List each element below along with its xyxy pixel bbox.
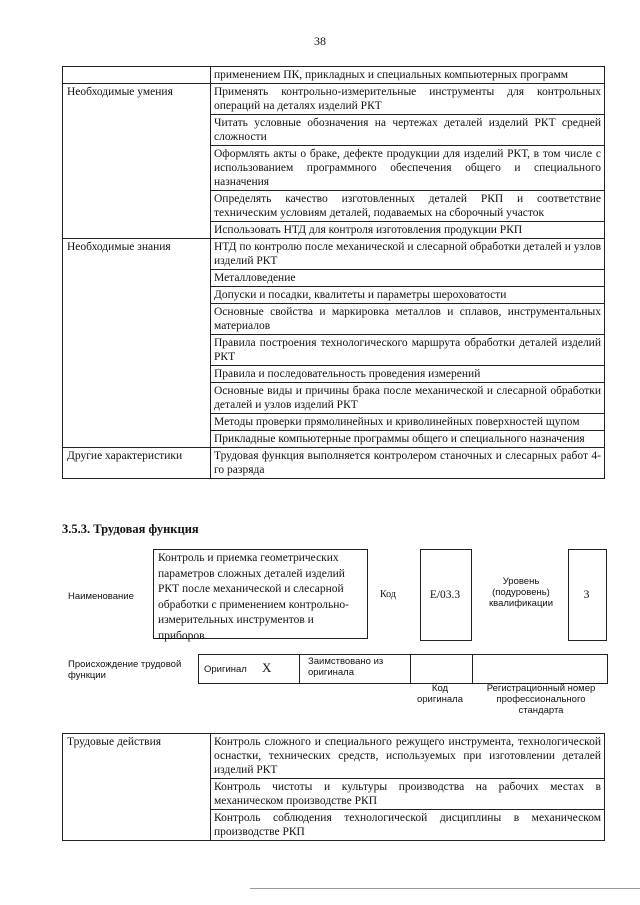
row-item: Контроль чистоты и культуры производства на рабочих местах в механическом производстве РКП bbox=[211, 779, 605, 810]
table-row bbox=[63, 448, 605, 479]
row-item: НТД по контролю после механической и слесарной обработки деталей и узлов изделий РКТ bbox=[211, 239, 605, 270]
code-label: Код bbox=[380, 589, 396, 600]
row-label: Необходимые умения bbox=[63, 84, 211, 239]
row-label: Другие характеристики bbox=[63, 448, 211, 479]
row-item: Прикладные компьютерные программы общего и специального назначения bbox=[211, 431, 605, 448]
row-item: Применять контрольно-измерительные инструменты для контрольных операций на деталях изделий РКТ bbox=[211, 84, 605, 115]
borrowed-label: Заимствовано из оригинала bbox=[308, 656, 384, 678]
row-item: Основные виды и причины брака после механической и слесарной обработки деталей и узлов изделий РКТ bbox=[211, 383, 605, 414]
qualification-level-label: Уровень (подуровень) квалификации bbox=[488, 576, 554, 609]
row-item: Методы проверки прямолинейных и криволинейных поверхностей щупом bbox=[211, 414, 605, 431]
row-item: Правила и последовательность проведения измерений bbox=[211, 366, 605, 383]
row-label: Трудовые действия bbox=[63, 734, 211, 841]
table-row bbox=[63, 67, 605, 84]
row-item: Контроль соблюдения технологической дисциплины в механическом производстве РКП bbox=[211, 810, 605, 841]
table-row bbox=[63, 84, 605, 115]
row-item: Металловедение bbox=[211, 270, 605, 287]
row-item: Контроль сложного и специального режущего инструмента, технологической оснастки, технических средств, используемых при изготовлении деталей изделий РКТ bbox=[211, 734, 605, 779]
row-item: Использовать НТД для контроля изготовления продукции РКП bbox=[211, 222, 605, 239]
code-value: E/03.3 bbox=[429, 589, 461, 601]
row-item: Основные свойства и маркировка металлов и сплавов, инструментальных материалов bbox=[211, 304, 605, 335]
bottom-rule bbox=[250, 888, 640, 889]
table-row bbox=[63, 734, 605, 779]
name-label: Наименование bbox=[68, 591, 134, 602]
origin-label: Происхождение трудовой функции bbox=[68, 659, 182, 681]
row-label: Необходимые знания bbox=[63, 239, 211, 448]
section-heading: 3.5.3. Трудовая функция bbox=[62, 522, 199, 536]
row-item: применением ПК, прикладных и специальных компьютерных программ bbox=[211, 67, 605, 84]
page-number: 38 bbox=[314, 34, 326, 48]
row-item: Правила построения технологического маршрута обработки деталей изделий РКТ bbox=[211, 335, 605, 366]
row-item: Читать условные обозначения на чертежах деталей изделий РКТ средней сложности bbox=[211, 115, 605, 146]
row-item: Определять качество изготовленных деталей РКП и соответствие техническим условиям деталей, подаваемых на сборочный участок bbox=[211, 191, 605, 222]
registration-number-label: Регистрационный номер профессионального стандарта bbox=[486, 683, 596, 716]
qualification-level-value: 3 bbox=[583, 587, 590, 601]
code-original-label: Код оригинала bbox=[416, 683, 463, 705]
original-label: Оригинал bbox=[204, 664, 247, 675]
labor-actions-table bbox=[62, 733, 605, 841]
original-mark: X bbox=[262, 660, 272, 675]
origin-code-cell bbox=[410, 655, 473, 683]
function-name-box: Контроль и приемка геометрических параметров сложных деталей изделий РКТ после механической и слесарной обработки с применением контрольно-измерительных инструментов и приборов bbox=[153, 549, 368, 639]
row-item: Оформлять акты о браке, дефекте продукции для изделий РКТ, в том числе с использованием программного обеспечения общего и специального назначения bbox=[211, 146, 605, 191]
row-item: Трудовая функция выполняется контролером станочных и слесарных работ 4-го разряда bbox=[211, 448, 605, 479]
row-label bbox=[63, 67, 211, 84]
table-row bbox=[63, 239, 605, 270]
row-item: Допуски и посадки, квалитеты и параметры шероховатости bbox=[211, 287, 605, 304]
skills-knowledge-table bbox=[62, 66, 605, 479]
